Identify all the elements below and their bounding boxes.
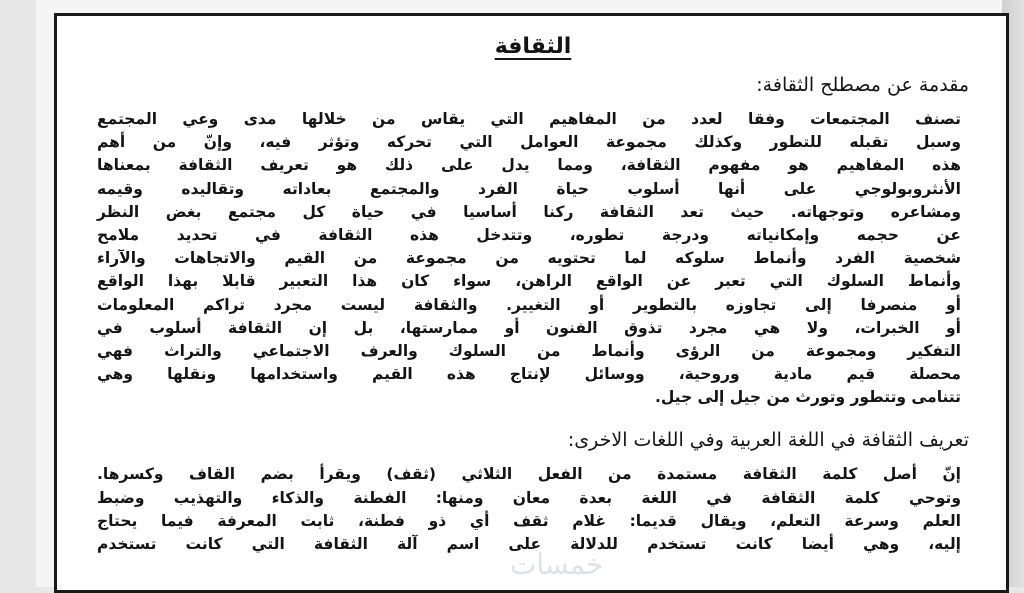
paragraph-line: محصلة قيم مادية وروحية، ووسائل لإنتاج هذه القيم واستخدامها ونقلها وهي — [97, 365, 961, 384]
paragraph-line: شخصية الفرد وأنماط سلوكه لما تحتويه من مجموعة من القيم والاتجاهات والآراء — [97, 249, 961, 268]
paragraph-line: عن حجمه وإمكانياته ودرجة تطوره، وتتدخل هذه الثقافة في تحديد ملامح — [97, 225, 961, 244]
paragraph-line: وسبل تقبله للتطور وكذلك مجموعة العوامل التي تحركه وتؤثر فيه، وإنّ من أهم — [97, 133, 961, 152]
paragraph-line: أو منصرفا إلى تجاوزه بالتطوير أو التغيير. والثقافة ليست مجرد تراكم المعلومات — [97, 295, 961, 314]
document-title: الثقافة — [494, 34, 572, 59]
paragraph-line: وتوحي كلمة الثقافة في اللغة بعدة معان ومنها: الفطنة والذكاء والتهذيب وضبط — [97, 488, 961, 507]
definition-paragraph — [97, 463, 969, 556]
section-heading-intro: مقدمة عن مصطلح الثقافة: — [756, 74, 969, 96]
paragraph-line: التفكير ومجموعة من الرؤى وأنماط من السلوك والعرف الاجتماعي والتراث فهي — [97, 341, 961, 360]
document-frame — [54, 13, 1009, 593]
paragraph-line: هذه المفاهيم هو مفهوم الثقافة، ومما يدل على ذلك هو تعريف الثقافة بمعناها — [97, 156, 961, 175]
paragraph-line: وأنماط السلوك التي تعبر عن الواقع الراهن، سواء كان هذا التعبير قابلا بهذا الواقع — [97, 272, 961, 291]
watermark-logo: خمسات — [510, 548, 604, 581]
paragraph-line: ومشاعره وتوجهاته. حيث تعد الثقافة ركنا أساسيا في حياة كل مجتمع بغض النظر — [97, 202, 961, 221]
paragraph-line: تصنف المجتمعات وفقا لعدد من المفاهيم التي يقاس من خلالها مدى وعي المجتمع — [97, 110, 961, 128]
paragraph-line: أو الخبرات، ولا هي مجرد تذوق الفنون أو ممارستها، بل إن الثقافة أسلوب في — [97, 318, 961, 337]
paragraph-line: إليه، وهي أيضا كانت تستخدم للدلالة على اسم آلة الثقافة التي كانت تستخدم — [97, 535, 961, 553]
paragraph-line: الأنثروبولوجي على أنها أسلوب حياة الفرد والمجتمع بعاداته وتقاليده وقيمه — [97, 179, 961, 198]
paragraph-line: العلم وسرعة التعلم، ويقال قديما: غلام ثقف أي ذو فطنة، ثابت المعرفة فيما يحتاج — [97, 511, 961, 530]
section-heading-definition: تعريف الثقافة في اللغة العربية وفي اللغات الاخرى: — [567, 429, 969, 452]
intro-paragraph — [97, 108, 969, 409]
document-body — [97, 30, 969, 556]
paragraph-line: تتنامى وتتطور وتورث من جيل إلى جيل. — [654, 388, 961, 407]
paragraph-line: إنّ أصل كلمة الثقافة مستمدة من الفعل الثلاثي (ثقف) ويقرأ بضم القاف وكسرها. — [97, 465, 961, 484]
